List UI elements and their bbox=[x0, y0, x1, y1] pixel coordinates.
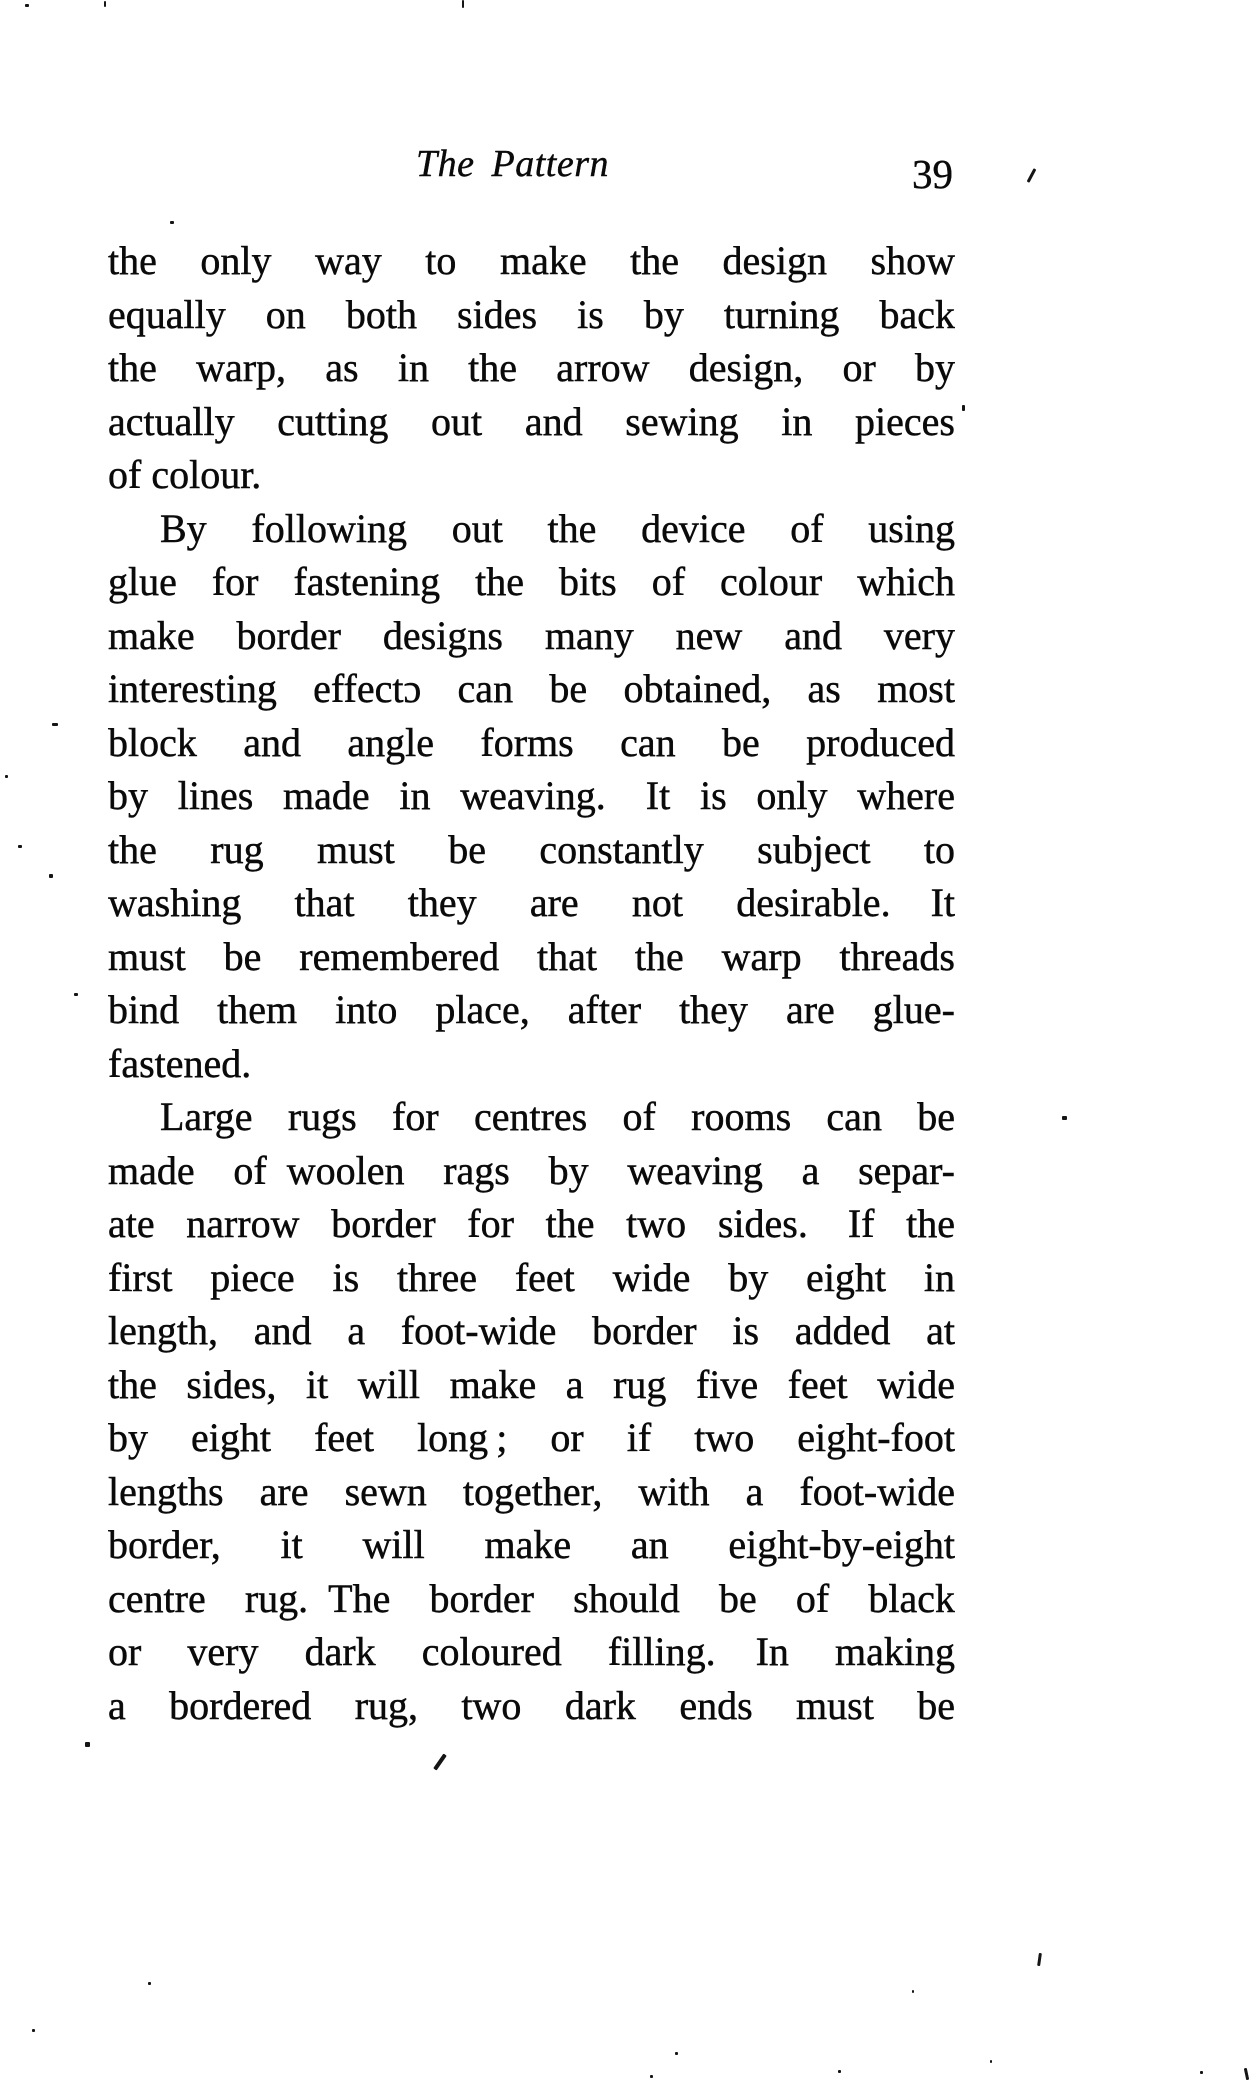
paragraph bbox=[108, 502, 955, 1091]
text-line: make border designs many new and very bbox=[108, 612, 955, 658]
text-line: length, and a foot-wide border is added at bbox=[108, 1308, 955, 1353]
paragraph bbox=[108, 234, 955, 502]
scan-speck bbox=[1200, 2071, 1203, 2074]
scan-speck bbox=[675, 2052, 678, 2055]
scan-speck bbox=[962, 405, 965, 411]
scan-speck bbox=[85, 1742, 90, 1747]
text-line: block and angle forms can be produced bbox=[108, 719, 955, 765]
scan-speck bbox=[1244, 2068, 1249, 2080]
text-line: the sides, it will make a rug five feet wide bbox=[108, 1361, 955, 1407]
text-line: equally on both sides is by turning back bbox=[108, 291, 955, 337]
text-line: bind them into place, after they are glue- bbox=[108, 987, 955, 1032]
scan-speck bbox=[52, 723, 58, 726]
scan-speck bbox=[990, 2060, 992, 2063]
text-line: or very dark coloured filling. In making bbox=[108, 1629, 955, 1674]
text-line: the warp, as in the arrow design, or by bbox=[108, 345, 955, 390]
text-line: by eight feet long ; or if two eight-foot bbox=[108, 1415, 955, 1460]
scan-speck bbox=[104, 1, 106, 7]
scan-speck bbox=[74, 993, 78, 996]
running-header bbox=[0, 0, 1250, 210]
text-line: by lines made in weaving. It is only where bbox=[108, 773, 955, 818]
scan-speck bbox=[912, 1990, 914, 1993]
text-line: the rug must be constantly subject to bbox=[108, 826, 955, 872]
text-line: actually cutting out and sewing in pieces bbox=[108, 398, 955, 444]
text-line: ate narrow border for the two sides. If the bbox=[108, 1201, 955, 1246]
text-line: Large rugs for centres of rooms can be bbox=[160, 1094, 955, 1139]
scan-speck bbox=[32, 2029, 35, 2032]
text-line: fastened. bbox=[108, 1040, 252, 1086]
text-line: of colour. bbox=[108, 452, 262, 497]
paragraph bbox=[108, 1090, 955, 1732]
text-line: lengths are sewn together, with a foot-wide bbox=[108, 1468, 955, 1514]
body-text bbox=[108, 234, 955, 1732]
scan-speck bbox=[148, 1982, 151, 1985]
text-line: border, it will make an eight-by-eight bbox=[108, 1522, 955, 1567]
scan-speck bbox=[18, 845, 22, 848]
text-line: centre rug. The border should be of black bbox=[108, 1575, 955, 1621]
text-line: the only way to make the design show bbox=[108, 238, 955, 283]
text-line: washing that they are not desirable. It bbox=[108, 880, 955, 925]
scan-speck bbox=[433, 1753, 447, 1770]
text-line: glue for fastening the bits of colour which bbox=[108, 559, 955, 604]
scan-speck bbox=[1037, 1953, 1042, 1966]
text-line: first piece is three feet wide by eight in bbox=[108, 1254, 955, 1300]
scan-speck bbox=[49, 874, 53, 878]
scan-speck bbox=[650, 2075, 653, 2078]
page-number: 39 bbox=[912, 151, 953, 197]
scan-speck bbox=[462, 0, 464, 8]
text-line: a bordered rug, two dark ends must be bbox=[108, 1682, 955, 1728]
scan-speck bbox=[25, 4, 29, 7]
text-line: must be remembered that the warp threads bbox=[108, 933, 955, 979]
text-line: made of woolen rags by weaving a separ- bbox=[108, 1147, 955, 1193]
text-line: By following out the device of using bbox=[160, 505, 955, 551]
scan-speck bbox=[1062, 1116, 1067, 1120]
text-line: interesting effectɔ can be obtained, as most bbox=[108, 666, 955, 711]
scan-speck bbox=[170, 221, 174, 224]
scan-speck bbox=[5, 775, 8, 778]
scan-speck bbox=[838, 2070, 841, 2073]
page-title: The Pattern bbox=[416, 143, 609, 185]
